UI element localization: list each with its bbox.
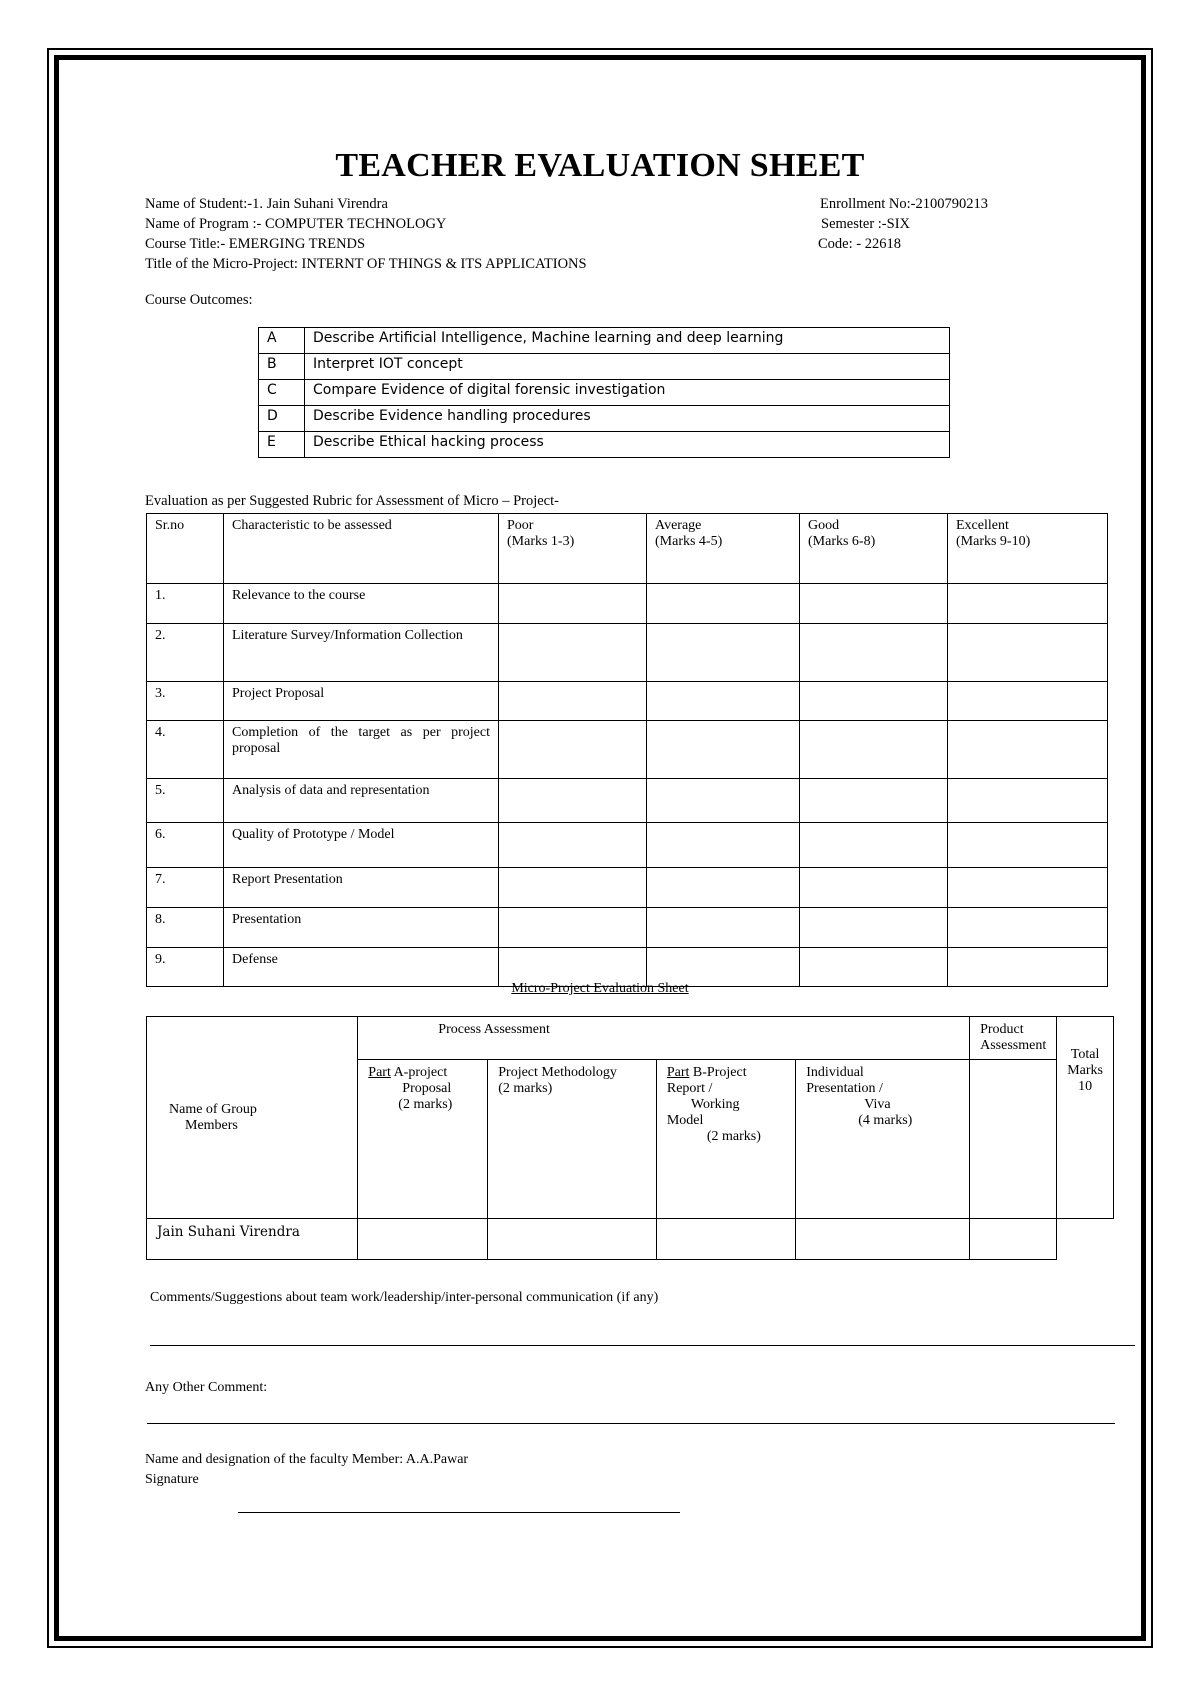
- cell-excellent: [948, 682, 1108, 721]
- cell-good: [800, 624, 948, 682]
- course-outcomes-label: Course Outcomes:: [145, 292, 253, 308]
- header-excellent: [948, 514, 1108, 584]
- cell-part-b: [656, 1219, 795, 1260]
- cell-excellent: [948, 721, 1108, 779]
- part-a-line-2: Proposal: [402, 1081, 452, 1096]
- table-row: [147, 682, 1108, 721]
- rubric-heading: Evaluation as per Suggested Rubric for Assessment of Micro – Project-: [145, 493, 559, 509]
- other-comment-line: [147, 1423, 1115, 1424]
- part-a-line-3: (2 marks): [398, 1097, 453, 1112]
- table-header-row: [147, 514, 1108, 584]
- header-part-b: [656, 1060, 795, 1219]
- header-poor: [499, 514, 647, 584]
- row-number: 6.: [147, 823, 224, 868]
- cell-excellent: [948, 868, 1108, 908]
- cell-poor: [499, 624, 647, 682]
- row-number: 5.: [147, 779, 224, 823]
- part-b-line-2: Report /: [666, 1081, 713, 1096]
- row-number: 7.: [147, 868, 224, 908]
- cell-average: [647, 624, 800, 682]
- signature-label: Signature: [145, 1472, 199, 1487]
- row-number: 2.: [147, 624, 224, 682]
- cell-excellent: [948, 779, 1108, 823]
- outcome-code: D: [259, 406, 305, 432]
- header-excellent-label: Excellent: [956, 518, 1009, 533]
- outcome-text: Compare Evidence of digital forensic investigation: [305, 380, 950, 406]
- enrollment-no: Enrollment No:-2100790213: [820, 196, 988, 212]
- part-b-underlined: Part: [666, 1065, 690, 1080]
- cell-good: [800, 584, 948, 624]
- cell-average: [647, 682, 800, 721]
- total-label-3: 10: [1078, 1079, 1093, 1094]
- table-row: [147, 908, 1108, 948]
- cell-poor: [499, 721, 647, 779]
- cell-average: [647, 721, 800, 779]
- part-b-line-3: Working: [690, 1097, 740, 1112]
- cell-average: [647, 908, 800, 948]
- cell-poor: [499, 779, 647, 823]
- part-b-line-5: (2 marks): [706, 1129, 761, 1144]
- header-srno: Sr.no: [147, 514, 224, 584]
- course-code: Code: - 22618: [818, 236, 901, 252]
- micro-project-heading: Micro-Project Evaluation Sheet: [511, 981, 689, 996]
- header-total-marks: [1057, 1017, 1114, 1219]
- table-row: [147, 779, 1108, 823]
- cell-individual: [796, 1219, 970, 1260]
- header-average: [647, 514, 800, 584]
- table-row: [259, 328, 950, 354]
- cell-average: [647, 823, 800, 868]
- cell-total: [970, 1219, 1057, 1260]
- cell-good: [800, 779, 948, 823]
- table-row: [147, 624, 1108, 682]
- part-a-rest: A-project: [390, 1065, 448, 1080]
- header-individual: [796, 1060, 970, 1219]
- individual-line-2: Presentation /: [806, 1081, 883, 1096]
- page-title: TEACHER EVALUATION SHEET: [335, 147, 865, 184]
- member-name: Jain Suhani Virendra: [147, 1219, 358, 1260]
- header-poor-label: Poor: [507, 518, 534, 533]
- table-row: [259, 406, 950, 432]
- cell-good: [800, 682, 948, 721]
- header-average-marks: (Marks 4-5): [655, 534, 723, 549]
- other-comment-label: Any Other Comment:: [145, 1380, 268, 1395]
- table-row: [147, 1219, 1114, 1260]
- part-a-underlined: Part: [368, 1065, 391, 1080]
- micro-project-title: Title of the Micro-Project: INTERNT OF THINGS & ITS APPLICATIONS: [145, 256, 587, 272]
- course-outcomes-table: [258, 327, 950, 458]
- cell-methodology: [488, 1219, 657, 1260]
- row-number: 3.: [147, 682, 224, 721]
- micro-project-table: [146, 1016, 1114, 1260]
- table-row: [259, 432, 950, 458]
- row-characteristic: Project Proposal: [224, 682, 499, 721]
- group-members-label-1: Name of Group: [169, 1101, 257, 1117]
- outcome-code: E: [259, 432, 305, 458]
- cell-excellent: [948, 624, 1108, 682]
- cell-excellent: [948, 823, 1108, 868]
- team-comments-label: Comments/Suggestions about team work/leadership/inter-personal communication (if any): [150, 1290, 659, 1305]
- row-characteristic: Completion of the target as per project proposal: [224, 721, 499, 779]
- row-characteristic: Quality of Prototype / Model: [224, 823, 499, 868]
- row-number: 9.: [147, 948, 224, 987]
- part-b-rest: B-Project: [689, 1065, 747, 1080]
- cell-excellent: [948, 584, 1108, 624]
- individual-line-1: Individual: [806, 1065, 864, 1080]
- outcome-text: Describe Artificial Intelligence, Machine learning and deep learning: [305, 328, 950, 354]
- row-characteristic: Presentation: [224, 908, 499, 948]
- header-part-a: [358, 1060, 488, 1219]
- row-characteristic: Analysis of data and representation: [224, 779, 499, 823]
- group-members-label-2: Members: [185, 1117, 238, 1133]
- row-characteristic: Report Presentation: [224, 868, 499, 908]
- header-methodology: [488, 1060, 657, 1219]
- row-number: 8.: [147, 908, 224, 948]
- faculty-name: Name and designation of the faculty Member: A.A.Pawar: [145, 1452, 469, 1467]
- cell-poor: [499, 682, 647, 721]
- row-number: 4.: [147, 721, 224, 779]
- row-characteristic: Relevance to the course: [224, 584, 499, 624]
- individual-line-4: (4 marks): [858, 1113, 913, 1128]
- semester: Semester :-SIX: [821, 216, 910, 232]
- table-row: [259, 380, 950, 406]
- team-comments-line: [150, 1345, 1135, 1346]
- total-label-2: Marks: [1067, 1063, 1103, 1078]
- cell-good: [800, 908, 948, 948]
- outcome-text: Describe Evidence handling procedures: [305, 406, 950, 432]
- row-characteristic: Literature Survey/Information Collection: [224, 624, 499, 682]
- header-excellent-marks: (Marks 9-10): [956, 534, 1031, 549]
- cell-good: [800, 721, 948, 779]
- header-good-label: Good: [808, 518, 840, 533]
- cell-poor: [499, 908, 647, 948]
- individual-line-3: Viva: [864, 1097, 891, 1112]
- table-row: [147, 823, 1108, 868]
- outcome-code: B: [259, 354, 305, 380]
- outcome-code: C: [259, 380, 305, 406]
- cell-part-a: [358, 1219, 488, 1260]
- course-title: Course Title:- EMERGING TRENDS: [145, 236, 366, 252]
- header-good-marks: (Marks 6-8): [808, 534, 876, 549]
- header-group-members: [147, 1017, 358, 1219]
- cell-average: [647, 868, 800, 908]
- methodology-line-1: Project Methodology: [498, 1065, 617, 1080]
- header-average-label: Average: [655, 518, 702, 533]
- total-label-1: Total: [1070, 1047, 1100, 1062]
- cell-poor: [499, 584, 647, 624]
- row-number: 1.: [147, 584, 224, 624]
- cell-average: [647, 779, 800, 823]
- outcome-code: A: [259, 328, 305, 354]
- outcome-text: Interpret IOT concept: [305, 354, 950, 380]
- header-process-assessment: Process Assessment: [358, 1017, 970, 1060]
- cell-poor: [499, 868, 647, 908]
- header-characteristic: Characteristic to be assessed: [224, 514, 499, 584]
- header-poor-marks: (Marks 1-3): [507, 534, 575, 549]
- table-row: [259, 354, 950, 380]
- header-good: [800, 514, 948, 584]
- signature-line: [238, 1512, 680, 1513]
- outcome-text: Describe Ethical hacking process: [305, 432, 950, 458]
- table-row: [147, 868, 1108, 908]
- cell-good: [800, 823, 948, 868]
- table-row: [147, 721, 1108, 779]
- cell-average: [647, 584, 800, 624]
- header-product-assessment: Product Assessment: [970, 1017, 1057, 1060]
- rubric-table: [146, 513, 1108, 987]
- program-name: Name of Program :- COMPUTER TECHNOLOGY: [145, 216, 447, 232]
- cell-good: [800, 868, 948, 908]
- row-characteristic: Defense: [224, 948, 499, 987]
- cell-poor: [499, 823, 647, 868]
- student-name: Name of Student:-1. Jain Suhani Virendra: [145, 196, 388, 212]
- methodology-line-2: (2 marks): [498, 1081, 553, 1096]
- table-header-row: [147, 1017, 1114, 1060]
- cell-excellent: [948, 908, 1108, 948]
- part-b-line-4: Model: [666, 1113, 704, 1128]
- table-row: [147, 584, 1108, 624]
